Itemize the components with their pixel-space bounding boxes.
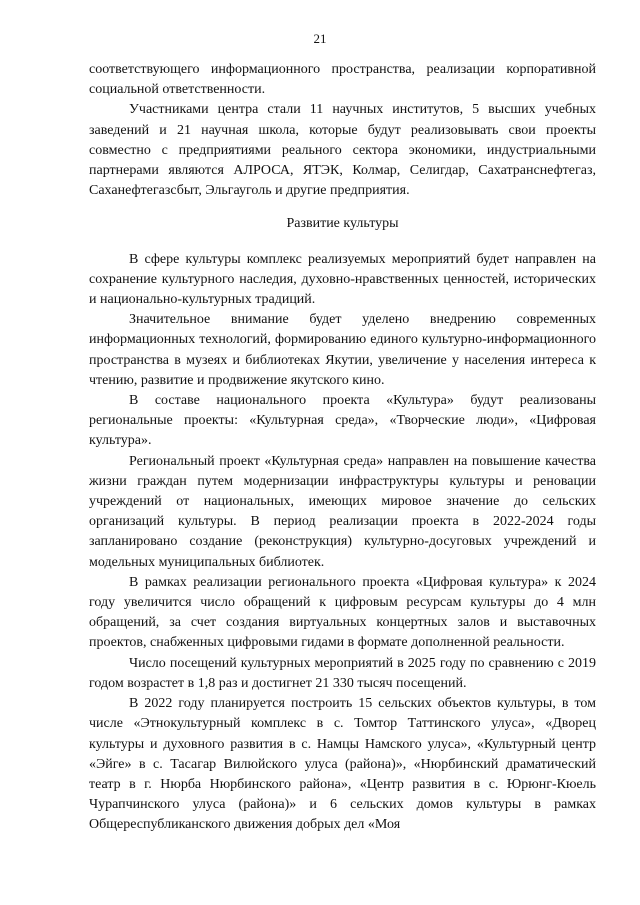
paragraph-continuation: соответствующего информационного пространства, реализации корпоративной социальной ответственности. xyxy=(89,62,596,98)
document-body xyxy=(89,60,596,836)
paragraph-digital-culture: В рамках реализации регионального проекта «Цифровая культура» к 2024 году увеличится число обращений к цифровым ресурсам культуры до 4 млн обращений, за счет создания виртуальных концертных залов и выставочных проектов, снабженных цифровыми гидами в формате дополненной реальности. xyxy=(89,574,596,651)
page-number: 21 xyxy=(313,31,327,46)
paragraph-visits: Число посещений культурных мероприятий в 2025 году по сравнению с 2019 годом возрастет в 1,8 раз и достигнет 21 330 тысяч посещений. xyxy=(89,655,596,691)
paragraph-participants: Участниками центра стали 11 научных институтов, 5 высших учебных заведений и 21 научная школа, которые будут реализовывать свои проекты совместно с предприятиями реального сектора экономики, индустриальными партнерами являются АЛРОСА, ЯТЭК, Колмар, Селигдар, Сахатранснефтегаз, Саханефтегазсбыт, Эльгауголь и другие предприятия. xyxy=(89,102,596,199)
paragraph-culture-sphere: В сфере культуры комплекс реализуемых мероприятий будет направлен на сохранение культурного наследия, духовно-нравственных ценностей, исторических и национально-культурных традиций. xyxy=(89,251,596,308)
section-heading: Развитие культуры xyxy=(286,216,399,232)
paragraph-cultural-environment: Региональный проект «Культурная среда» направлен на повышение качества жизни граждан путем модернизации инфраструктуры культуры и реновации учреждений от национальных, имеющих мировое значение до сельских организаций культуры. В период реализации проекта в 2022-2024 годы запланировано создание (реконструкция) культурно-досуговых учреждений и модельных муниципальных библиотек. xyxy=(89,453,596,570)
paragraph-rural-objects: В 2022 году планируется построить 15 сельских объектов культуры, в том числе «Этнокультурный комплекс в с. Томтор Таттинского улуса», «Дворец культуры и духовного развития в с. Намцы Намского улуса», «Культурный центр «Эйге» в с. Тасагар Вилюйского улуса (района)», «Нюрбинский драматический театр в г. Нюрба Нюрбинского района», «Центр развития в с. Юрюнг-Кюель Чурапчинского улуса (района)» и 6 сельских домов культуры в рамках Общереспубликанского движения добрых дел «Моя xyxy=(89,696,596,833)
paragraph-it-attention: Значительное внимание будет уделено внедрению современных информационных технологий, формированию единого культурно-информационного пространства в музеях и библиотеках Якутии, увеличение у населения интереса к чтению, развитие и продвижение якутского кино. xyxy=(89,312,596,388)
paragraph-national-project: В составе национального проекта «Культура» будут реализованы региональные проекты: «Культурная среда», «Творческие люди», «Цифровая культура». xyxy=(89,393,596,449)
